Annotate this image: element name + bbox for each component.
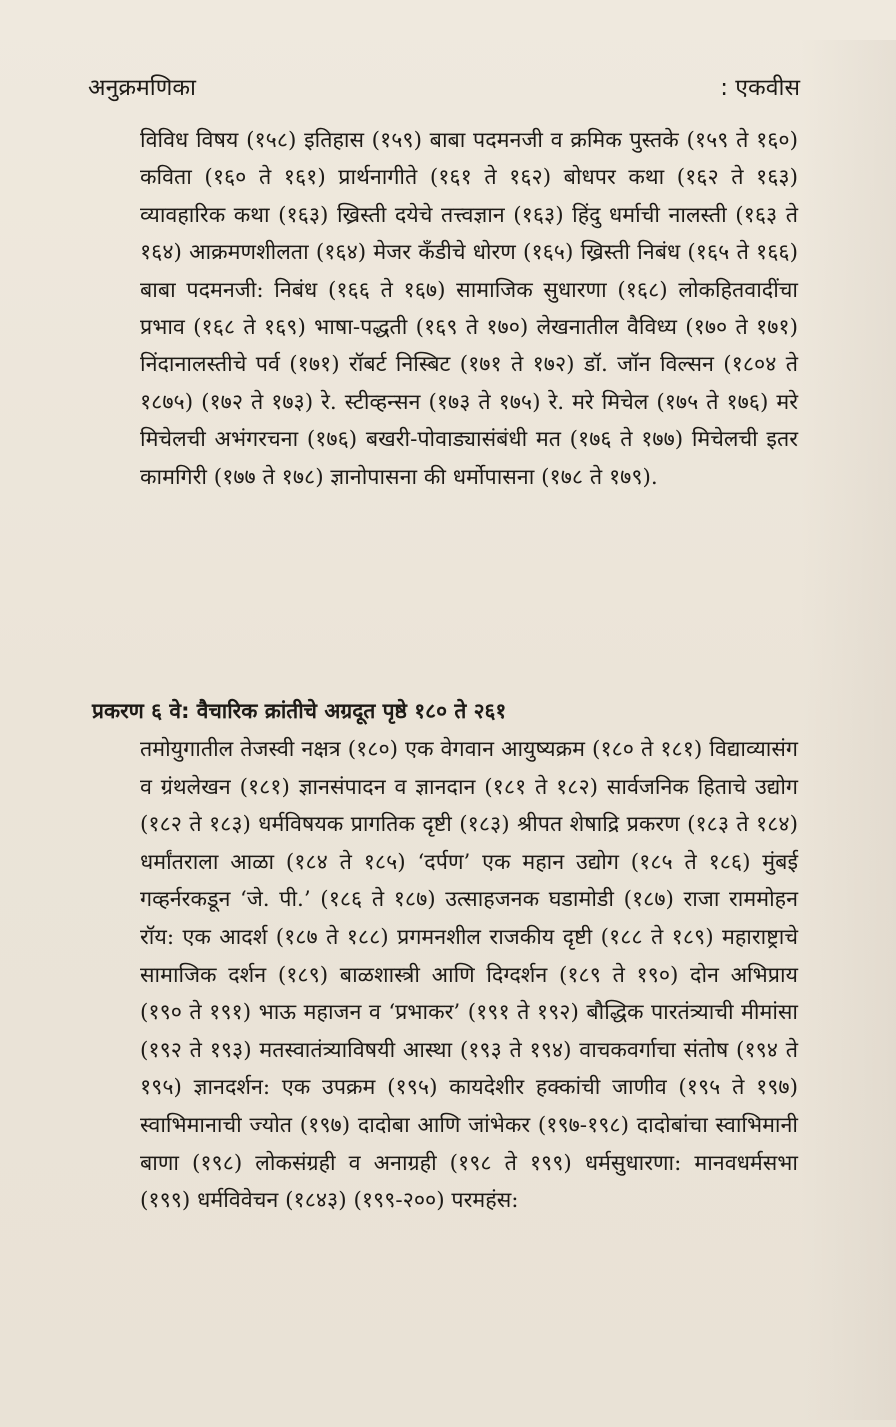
contents-paragraph: विविध विषय (१५८) इतिहास (१५९) बाबा पदमनजी व क्रमिक पुस्तके (१५९ ते १६०) कविता (१६० ते १६१) प्रार्थनागीते (१६१ ते १६२) बोधपर कथा (१६२ ते १६३) व्यावहारिक कथा (१६३) ख्रिस्ती दयेचे तत्त्वज्ञान (१६३) हिंदु धर्माची नालस्ती (१६३ ते १६४) आक्रमणशीलता (१६४) मेजर कँडीचे धोरण (१६५) ख्रिस्ती निबंध (१६५ ते १६६) बाबा पदमनजी: निबंध (१६६ ते १६७) सामाजिक सुधारणा (१६८) लोकहितवादींचा प्रभाव (१६८ ते १६९) भाषा-पद्धती (१६९ ते १७०) लेखनातील वैविध्य (१७० ते १७१) निंदानालस्तीचे पर्व (१७१) रॉबर्ट निस्बिट (१७१ ते १७२) डॉ. जॉन विल्सन (१८०४ ते १८७५) (१७२ ते १७३) रे. स्टीव्हन्सन (१७३ ते १७५) रे. मरे मिचेल (१७५ ते १७६) मरे मिचेलची अभंगरचना (१७६) बखरी-पोवाड्यासंबंधी मत (१७६ ते १७७) मिचेलची इतर कामगिरी (१७७ ते १७८) ज्ञानोपासना की धर्मोपासना (१७८ ते १७९). (140, 128, 798, 490)
running-header (88, 66, 800, 106)
header-page-number: : एकवीस (720, 75, 800, 101)
contents-section-continued (140, 122, 798, 496)
header-title: अनुक्रमणिका (88, 75, 196, 101)
chapter-contents (140, 731, 798, 1220)
chapter-heading: प्रकरण ६ वे: वैचारिक क्रांतीचे अग्रदूत पृष्ठे १८० ते २६१ (92, 699, 507, 723)
contents-paragraph: तमोयुगातील तेजस्वी नक्षत्र (१८०) एक वेगवान आयुष्यक्रम (१८० ते १८१) विद्याव्यासंग व ग्रंथलेखन (१८१) ज्ञानसंपादन व ज्ञानदान (१८१ ते १८२) सार्वजनिक हिताचे उद्योग (१८२ ते १८३) धर्मविषयक प्रागतिक दृष्टी (१८३) श्रीपत शेषाद्रि प्रकरण (१८३ ते १८४) धर्मांतराला आळा (१८४ ते १८५) ‘दर्पण’ एक महान उद्योग (१८५ ते १८६) मुंबई गव्हर्नरकडून ‘जे. पी.’ (१८६ ते १८७) उत्साहजनक घडामोडी (१८७) राजा राममोहन रॉय: एक आदर्श (१८७ ते १८८) प्रगमनशील राजकीय दृष्टी (१८८ ते १८९) महाराष्ट्राचे सामाजिक दर्शन (१८९) बाळशास्त्री आणि दिग्दर्शन (१८९ ते १९०) दोन अभिप्राय (१९० ते १९१) भाऊ महाजन व ‘प्रभाकर’ (१९१ ते १९२) बौद्धिक पारतंत्र्याची मीमांसा (१९२ ते १९३) मतस्वातंत्र्याविषयी आस्था (१९३ ते १९४) वाचकवर्गाचा संतोष (१९४ ते १९५) ज्ञानदर्शन: एक उपक्रम (१९५) कायदेशीर हक्कांची जाणीव (१९५ ते १९७) स्वाभिमानाची ज्योत (१९७) दादोबा आणि जांभेकर (१९७-१९८) दादोबांचा स्वाभिमानी बाणा (१९८) लोकसंग्रही व अनाग्रही (१९८ ते १९९) धर्मसुधारणा: मानवधर्मसभा (१९९) धर्मविवेचन (१८४३) (१९९-२००) परमहंस: (140, 737, 798, 1214)
show-through-shadow (801, 40, 896, 1420)
